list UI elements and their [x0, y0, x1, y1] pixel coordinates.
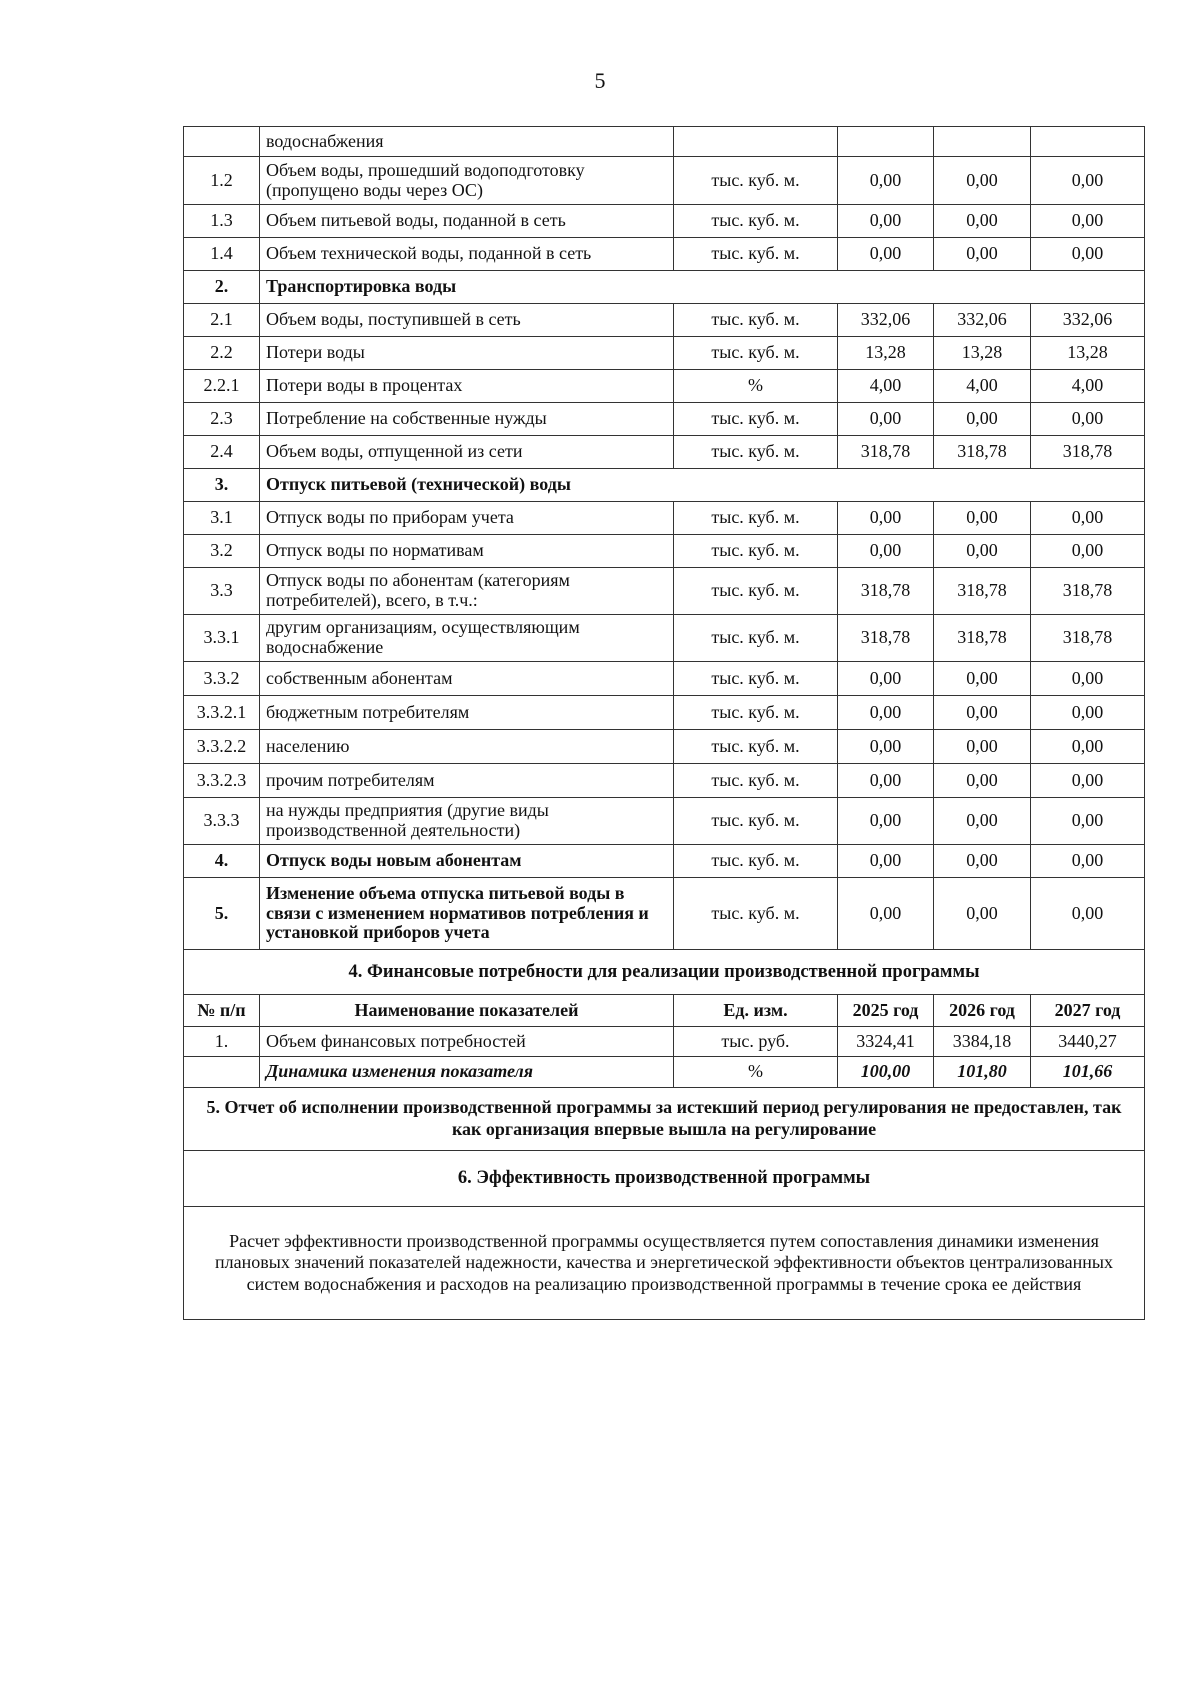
section4-title-row — [184, 950, 1145, 995]
row-value-cell: 318,78 — [1031, 615, 1145, 662]
section6-text-row — [184, 1207, 1145, 1320]
dynamics-unit: % — [674, 1057, 838, 1088]
row-value-cell: 0,00 — [838, 798, 934, 845]
row-value-cell: 13,28 — [1031, 337, 1145, 370]
row-value-cell: 0,00 — [934, 696, 1031, 730]
row-value-cell: 0,00 — [838, 238, 934, 271]
row-number-cell: 2. — [184, 271, 260, 304]
row-value-cell: 0,00 — [838, 730, 934, 764]
row-unit-cell: тыс. куб. м. — [674, 436, 838, 469]
row-number-cell: 3.3.3 — [184, 798, 260, 845]
row-value-cell: 4,00 — [1031, 370, 1145, 403]
row-value-cell: 0,00 — [934, 403, 1031, 436]
row-name-cell: Отпуск воды новым абонентам — [260, 845, 674, 878]
row-value-cell: 318,78 — [934, 568, 1031, 615]
row-unit-cell: тыс. куб. м. — [674, 238, 838, 271]
row-name-cell: Потребление на собственные нужды — [260, 403, 674, 436]
row-name-cell: бюджетным потребителям — [260, 696, 674, 730]
row-name-cell: Объем технической воды, поданной в сеть — [260, 238, 674, 271]
row-value-cell: 0,00 — [1031, 403, 1145, 436]
row-value-cell: 0,00 — [1031, 764, 1145, 798]
table-row — [184, 469, 1145, 502]
table-row — [184, 696, 1145, 730]
finance-value-2027: 3440,27 — [1031, 1027, 1145, 1057]
table-row — [184, 403, 1145, 436]
finance-name: Объем финансовых потребностей — [260, 1027, 674, 1057]
section4-header-row — [184, 995, 1145, 1027]
header-year-2025: 2025 год — [838, 995, 934, 1027]
row-value-cell: 318,78 — [838, 615, 934, 662]
row-unit-cell: тыс. куб. м. — [674, 205, 838, 238]
table-row — [184, 271, 1145, 304]
row-value-cell: 318,78 — [1031, 436, 1145, 469]
row-name-cell: Отпуск воды по абонентам (категориям потребителей), всего, в т.ч.: — [260, 568, 674, 615]
section4-title: 4. Финансовые потребности для реализации производственной программы — [184, 950, 1145, 995]
row-number-cell: 2.1 — [184, 304, 260, 337]
row-number-cell: 3.2 — [184, 535, 260, 568]
row-value-cell: 0,00 — [934, 878, 1031, 950]
row-number-cell: 4. — [184, 845, 260, 878]
row-name-cell: Объем питьевой воды, поданной в сеть — [260, 205, 674, 238]
row-value-cell: 0,00 — [838, 845, 934, 878]
row-value-cell: 0,00 — [1031, 502, 1145, 535]
row-name-cell: Отпуск питьевой (технической) воды — [260, 469, 1145, 502]
row-unit-cell: тыс. куб. м. — [674, 845, 838, 878]
main-table-body — [184, 127, 1145, 950]
table-row — [184, 798, 1145, 845]
row-name-cell: Объем воды, отпущенной из сети — [260, 436, 674, 469]
table-row — [184, 370, 1145, 403]
row-unit-cell: тыс. куб. м. — [674, 615, 838, 662]
row-name-cell: Потери воды в процентах — [260, 370, 674, 403]
table-row — [184, 535, 1145, 568]
row-value-cell: 332,06 — [934, 304, 1031, 337]
row-name-cell: Изменение объема отпуска питьевой воды в связи с изменением нормативов потребления и установкой приборов учета — [260, 878, 674, 950]
row-unit-cell: тыс. куб. м. — [674, 878, 838, 950]
row-value-cell: 332,06 — [1031, 304, 1145, 337]
row-name-cell: Отпуск воды по нормативам — [260, 535, 674, 568]
header-year-2027: 2027 год — [1031, 995, 1145, 1027]
row-value-cell: 0,00 — [934, 502, 1031, 535]
section6-text: Расчет эффективности производственной программы осуществляется путем сопоставления динамики изменения плановых значений показателей надежности, качества и энергетической эффективности объектов централизованных систем водоснабжения и расходов на реализацию производственной программы в течение срока ее действия — [184, 1207, 1145, 1320]
production-program-table — [183, 126, 1145, 1320]
row-value-cell: 0,00 — [934, 730, 1031, 764]
table-row — [184, 730, 1145, 764]
row-number-cell: 3.3.2.2 — [184, 730, 260, 764]
row-number-cell: 2.2 — [184, 337, 260, 370]
row-value-cell: 0,00 — [838, 662, 934, 696]
row-value-cell: 0,00 — [934, 845, 1031, 878]
row-value-cell: 0,00 — [1031, 730, 1145, 764]
finance-row — [184, 1027, 1145, 1057]
row-value-cell: 318,78 — [838, 436, 934, 469]
section5-row — [184, 1088, 1145, 1151]
row-unit-cell: тыс. куб. м. — [674, 337, 838, 370]
row-value-cell: 0,00 — [1031, 696, 1145, 730]
header-name: Наименование показателей — [260, 995, 674, 1027]
row-value-cell: 0,00 — [838, 157, 934, 205]
row-name-cell: другим организациям, осуществляющим водоснабжение — [260, 615, 674, 662]
row-value-cell — [1031, 127, 1145, 157]
table-row — [184, 615, 1145, 662]
row-value-cell: 0,00 — [1031, 157, 1145, 205]
row-value-cell: 4,00 — [838, 370, 934, 403]
row-number-cell: 3.3.2.3 — [184, 764, 260, 798]
row-number-cell: 3. — [184, 469, 260, 502]
table-row — [184, 436, 1145, 469]
row-value-cell: 0,00 — [1031, 662, 1145, 696]
header-num: № п/п — [184, 995, 260, 1027]
row-value-cell: 318,78 — [934, 615, 1031, 662]
row-name-cell: Транспортировка воды — [260, 271, 1145, 304]
row-value-cell: 318,78 — [1031, 568, 1145, 615]
row-number-cell: 3.3 — [184, 568, 260, 615]
row-value-cell: 0,00 — [1031, 535, 1145, 568]
row-value-cell: 0,00 — [838, 535, 934, 568]
row-value-cell: 0,00 — [934, 205, 1031, 238]
row-unit-cell: тыс. куб. м. — [674, 568, 838, 615]
finance-value-2025: 3324,41 — [838, 1027, 934, 1057]
table-row — [184, 157, 1145, 205]
row-number-cell: 3.3.2.1 — [184, 696, 260, 730]
row-unit-cell: % — [674, 370, 838, 403]
row-unit-cell: тыс. куб. м. — [674, 730, 838, 764]
row-unit-cell: тыс. куб. м. — [674, 403, 838, 436]
section4-body — [184, 950, 1145, 1320]
dynamics-value-2027: 101,66 — [1031, 1057, 1145, 1088]
dynamics-num — [184, 1057, 260, 1088]
section6-title-row — [184, 1151, 1145, 1207]
row-name-cell: населению — [260, 730, 674, 764]
row-unit-cell: тыс. куб. м. — [674, 157, 838, 205]
row-value-cell: 0,00 — [1031, 205, 1145, 238]
table-row — [184, 878, 1145, 950]
row-value-cell: 0,00 — [934, 157, 1031, 205]
row-value-cell: 0,00 — [934, 798, 1031, 845]
dynamics-row — [184, 1057, 1145, 1088]
row-number-cell: 2.4 — [184, 436, 260, 469]
row-value-cell: 0,00 — [838, 696, 934, 730]
table-row — [184, 205, 1145, 238]
table-row — [184, 127, 1145, 157]
row-number-cell: 3.3.2 — [184, 662, 260, 696]
row-value-cell: 0,00 — [838, 764, 934, 798]
row-value-cell: 13,28 — [838, 337, 934, 370]
row-value-cell: 318,78 — [838, 568, 934, 615]
row-number-cell: 3.3.1 — [184, 615, 260, 662]
row-number-cell: 3.1 — [184, 502, 260, 535]
row-value-cell: 0,00 — [1031, 878, 1145, 950]
row-name-cell: Объем воды, прошедший водоподготовку (пропущено воды через ОС) — [260, 157, 674, 205]
page-number: 5 — [594, 68, 606, 93]
row-value-cell — [838, 127, 934, 157]
header-year-2026: 2026 год — [934, 995, 1031, 1027]
row-name-cell: Отпуск воды по приборам учета — [260, 502, 674, 535]
row-number-cell: 1.4 — [184, 238, 260, 271]
table-row — [184, 764, 1145, 798]
finance-unit: тыс. руб. — [674, 1027, 838, 1057]
row-unit-cell: тыс. куб. м. — [674, 304, 838, 337]
row-name-cell: Объем воды, поступившей в сеть — [260, 304, 674, 337]
row-number-cell: 1.2 — [184, 157, 260, 205]
row-number-cell: 5. — [184, 878, 260, 950]
row-value-cell: 0,00 — [934, 662, 1031, 696]
section6-title: 6. Эффективность производственной программы — [184, 1151, 1145, 1207]
table-row — [184, 662, 1145, 696]
row-value-cell: 0,00 — [838, 205, 934, 238]
row-number-cell: 2.3 — [184, 403, 260, 436]
row-value-cell: 0,00 — [934, 238, 1031, 271]
dynamics-value-2025: 100,00 — [838, 1057, 934, 1088]
section5-title: 5. Отчет об исполнении производственной программы за истекший период регулирования не предоставлен, так как организация впервые вышла на регулирование — [184, 1088, 1145, 1151]
header-unit: Ед. изм. — [674, 995, 838, 1027]
row-name-cell: водоснабжения — [260, 127, 674, 157]
row-number-cell: 2.2.1 — [184, 370, 260, 403]
row-value-cell: 0,00 — [1031, 238, 1145, 271]
table-row — [184, 238, 1145, 271]
row-value-cell: 318,78 — [934, 436, 1031, 469]
row-value-cell: 0,00 — [1031, 798, 1145, 845]
row-name-cell: на нужды предприятия (другие виды производственной деятельности) — [260, 798, 674, 845]
row-value-cell: 0,00 — [934, 535, 1031, 568]
row-value-cell: 13,28 — [934, 337, 1031, 370]
row-number-cell — [184, 127, 260, 157]
row-name-cell: собственным абонентам — [260, 662, 674, 696]
dynamics-value-2026: 101,80 — [934, 1057, 1031, 1088]
row-unit-cell: тыс. куб. м. — [674, 798, 838, 845]
row-value-cell — [934, 127, 1031, 157]
table-row — [184, 845, 1145, 878]
table-row — [184, 304, 1145, 337]
table-row — [184, 337, 1145, 370]
table-row — [184, 502, 1145, 535]
row-value-cell: 0,00 — [934, 764, 1031, 798]
row-value-cell: 0,00 — [838, 403, 934, 436]
row-value-cell: 0,00 — [838, 878, 934, 950]
finance-num: 1. — [184, 1027, 260, 1057]
row-name-cell: Потери воды — [260, 337, 674, 370]
row-value-cell: 4,00 — [934, 370, 1031, 403]
table-row — [184, 568, 1145, 615]
row-value-cell: 0,00 — [838, 502, 934, 535]
row-name-cell: прочим потребителям — [260, 764, 674, 798]
row-number-cell: 1.3 — [184, 205, 260, 238]
dynamics-name: Динамика изменения показателя — [260, 1057, 674, 1088]
finance-value-2026: 3384,18 — [934, 1027, 1031, 1057]
row-unit-cell: тыс. куб. м. — [674, 696, 838, 730]
row-value-cell: 0,00 — [1031, 845, 1145, 878]
row-value-cell: 332,06 — [838, 304, 934, 337]
row-unit-cell: тыс. куб. м. — [674, 662, 838, 696]
row-unit-cell: тыс. куб. м. — [674, 502, 838, 535]
row-unit-cell: тыс. куб. м. — [674, 764, 838, 798]
row-unit-cell: тыс. куб. м. — [674, 535, 838, 568]
row-unit-cell — [674, 127, 838, 157]
